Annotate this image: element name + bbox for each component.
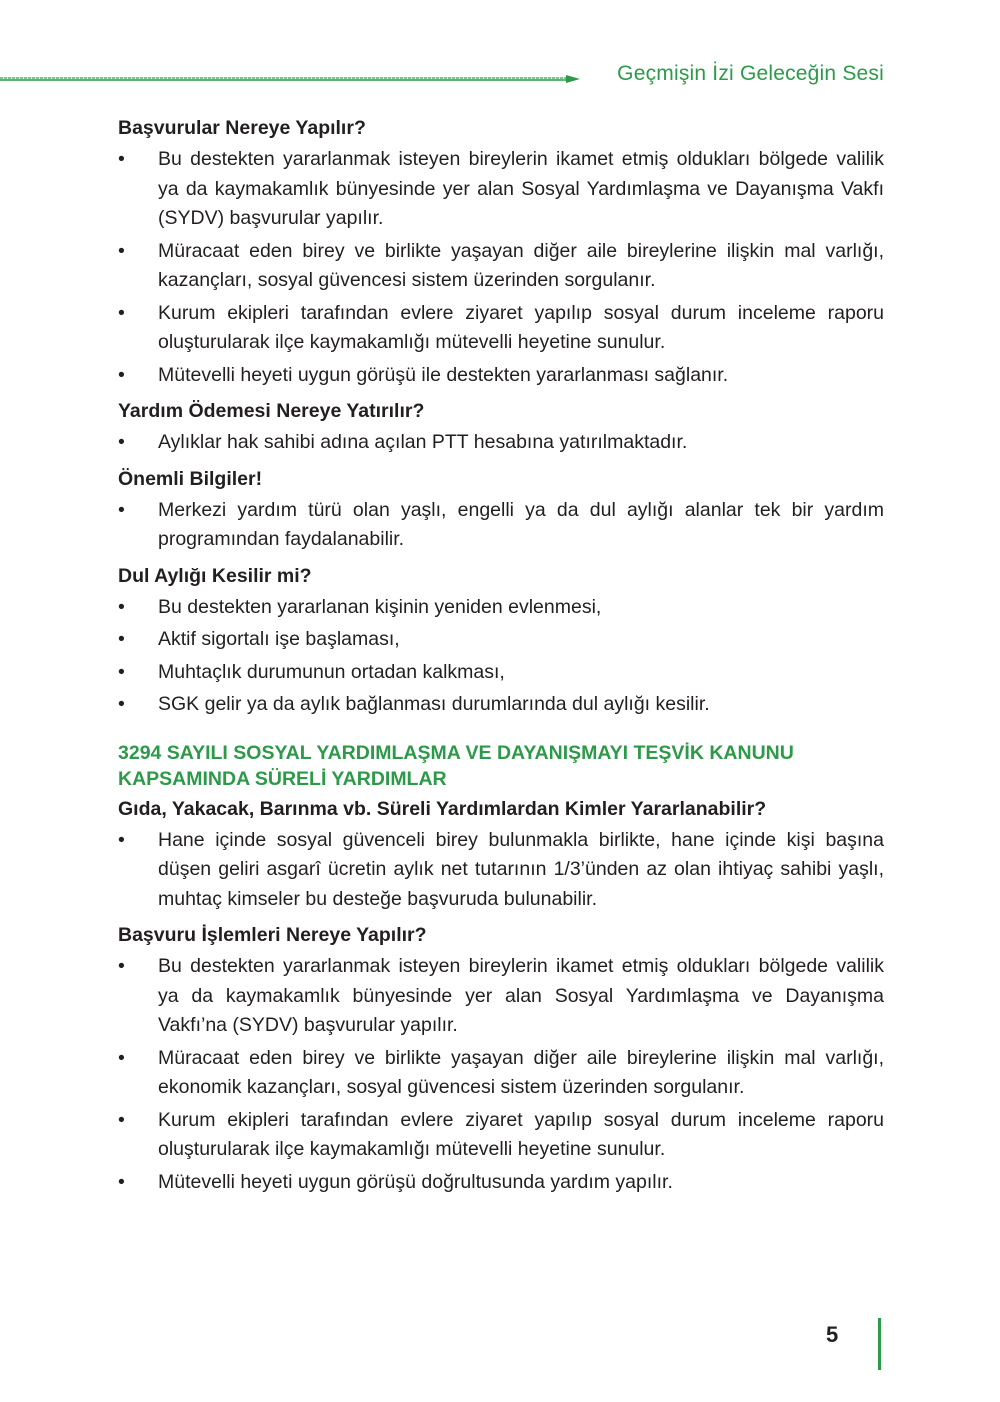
bullet-list: [118, 826, 884, 915]
list-item-text: Müracaat eden birey ve birlikte yaşayan diğer aile bireylerine ilişkin mal varlığı, ekonomik kazançları, sosyal güvencesi sistem üzerinden sorgulanır.: [158, 1046, 884, 1098]
list-item-text: SGK gelir ya da aylık bağlanması durumlarında dul aylığı kesilir.: [158, 693, 710, 715]
running-header-title: Geçmişin İzi Geleceğin Sesi: [617, 62, 884, 85]
bullet-icon: •: [118, 628, 125, 650]
section-heading: Gıda, Yakacak, Barınma vb. Süreli Yardımlardan Kimler Yararlanabilir?: [118, 797, 767, 820]
page-content: [118, 115, 884, 1205]
law-title-line-2: KAPSAMINDA SÜRELİ YARDIMLAR: [118, 767, 447, 790]
bullet-icon: •: [118, 431, 125, 453]
section-heading: Dul Aylığı Kesilir mi?: [118, 564, 312, 587]
bullet-icon: •: [118, 955, 125, 977]
bullet-icon: •: [118, 595, 125, 618]
list-item: [118, 496, 884, 555]
section-important-info: [118, 466, 884, 555]
section-payment: [118, 398, 884, 458]
subsection-application-process: [118, 922, 884, 1197]
page-number-rule: [878, 1318, 881, 1370]
bullet-icon: •: [118, 693, 125, 715]
section-heading: Önemli Bilgiler!: [118, 467, 263, 490]
list-item-text: Mütevelli heyeti uygun görüşü ile destekten yararlanması sağlanır.: [158, 363, 729, 386]
list-item: [118, 658, 884, 688]
bullet-icon: •: [118, 148, 125, 170]
list-item: [118, 690, 884, 720]
list-item-text: Hane içinde sosyal güvenceli birey bulunmakla birlikte, hane içinde kişi başına düşen geliri asgarî ücretin aylık net tutarının 1/3’ünden az olan ihtiyaç sahibi yaşlı, muhtaç kimseler bu desteğe başvuruda bulunabilir.: [158, 828, 884, 910]
law-title: [118, 740, 884, 792]
bullet-icon: •: [118, 1170, 125, 1193]
page-number: 5: [826, 1322, 839, 1347]
bullet-list: [118, 496, 884, 555]
list-item-text: Kurum ekipleri tarafından evlere ziyaret yapılıp sosyal durum inceleme raporu oluşturularak ilçe kaymakamlığı mütevelli heyetine sunulur.: [158, 301, 884, 353]
list-item-text: Bu destekten yararlanmak isteyen bireylerin ikamet etmiş oldukları bölgede valilik ya da kaymakamlık bünyesinde yer alan Sosyal Yardımlaşma ve Dayanışma Vakfı’na (SYDV) başvurular yapılır.: [158, 955, 884, 1036]
section-heading: Başvurular Nereye Yapılır?: [118, 117, 366, 139]
list-item-text: Kurum ekipleri tarafından evlere ziyaret yapılıp sosyal durum inceleme raporu oluşturularak ilçe kaymakamlığı mütevelli heyetine sunulur.: [158, 1108, 884, 1160]
list-item: [118, 145, 884, 234]
bullet-list: [118, 952, 884, 1197]
list-item: [118, 237, 884, 296]
list-item: [118, 299, 884, 358]
list-item-text: Muhtaçlık durumunun ortadan kalkması,: [158, 660, 505, 683]
bullet-icon: •: [118, 239, 125, 262]
section-where-to-apply: [118, 115, 884, 390]
list-item: [118, 625, 884, 655]
bullet-icon: •: [118, 828, 125, 851]
section-law-3294: [118, 740, 884, 1198]
list-item: [118, 1168, 884, 1198]
list-item: [118, 361, 884, 391]
list-item-text: Aylıklar hak sahibi adına açılan PTT hesabına yatırılmaktadır.: [158, 431, 688, 453]
bullet-icon: •: [118, 660, 125, 683]
list-item: [118, 1044, 884, 1103]
bullet-icon: •: [118, 301, 125, 324]
bullet-icon: •: [118, 1046, 125, 1069]
list-item-text: Mütevelli heyeti uygun görüşü doğrultusunda yardım yapılır.: [158, 1170, 673, 1193]
bullet-icon: •: [118, 363, 125, 386]
section-heading: Başvuru İşlemleri Nereye Yapılır?: [118, 924, 427, 946]
list-item: [118, 826, 884, 915]
list-item-text: Merkezi yardım türü olan yaşlı, engelli ya da dul aylığı alanlar tek bir yardım programından faydalanabilir.: [158, 498, 884, 550]
bullet-icon: •: [118, 1108, 125, 1131]
subsection-who-benefits: [118, 796, 884, 915]
header-decorative-rule: [0, 70, 580, 86]
list-item: [118, 428, 884, 458]
law-title-line-1: 3294 SAYILI SOSYAL YARDIMLAŞMA VE DAYANIŞMAYI TEŞVİK KANUNU: [118, 741, 794, 764]
bullet-list: [118, 428, 884, 458]
list-item-text: Bu destekten yararlanmak isteyen bireylerin ikamet etmiş oldukları bölgede valilik ya da kaymakamlık bünyesinde yer alan Sosyal Yardımlaşma ve Dayanışma Vakfı (SYDV) başvurular yapılır.: [158, 148, 884, 229]
bullet-icon: •: [118, 498, 125, 521]
list-item: [118, 952, 884, 1041]
bullet-list: [118, 145, 884, 390]
section-widow-pension: [118, 563, 884, 720]
list-item-text: Bu destekten yararlanan kişinin yeniden evlenmesi,: [158, 595, 602, 618]
list-item: [118, 1106, 884, 1165]
list-item: [118, 593, 884, 623]
bullet-list: [118, 593, 884, 720]
section-heading: Yardım Ödemesi Nereye Yatırılır?: [118, 400, 425, 422]
list-item-text: Aktif sigortalı işe başlaması,: [158, 628, 400, 650]
list-item-text: Müracaat eden birey ve birlikte yaşayan diğer aile bireylerine ilişkin mal varlığı, kazançları, sosyal güvencesi sistem üzerinden sorgulanır.: [158, 239, 884, 291]
